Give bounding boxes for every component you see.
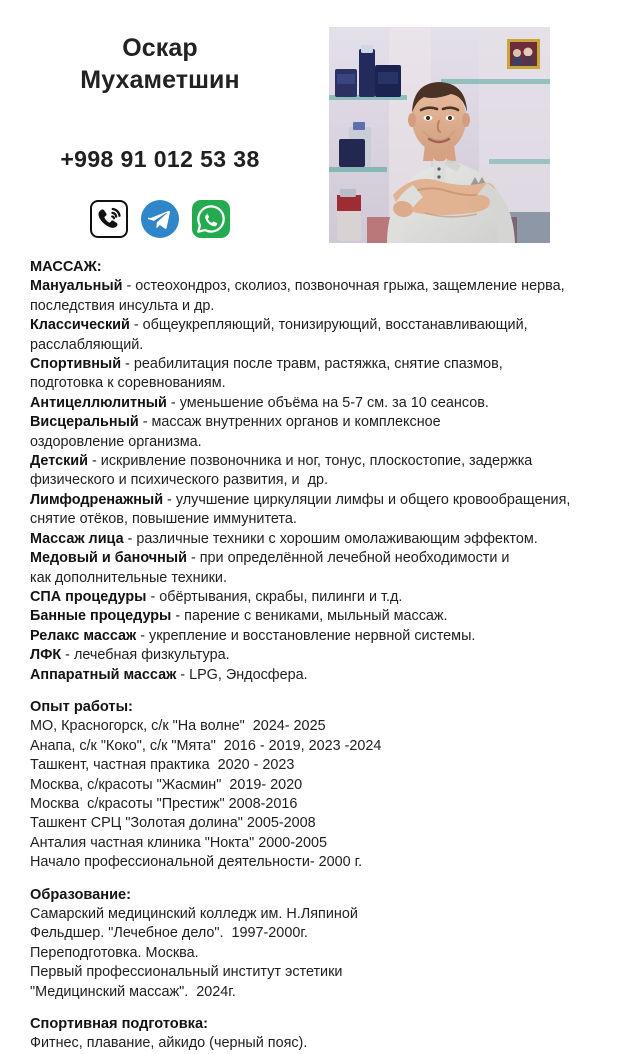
service-item <box>30 588 610 607</box>
service-description-continued: как дополнительные техники. <box>30 569 227 586</box>
service-description-continued: физического и психического развития, и др. <box>30 472 328 489</box>
education-heading: Образование: <box>30 886 132 903</box>
service-description-continued: снятие отёков, повышение иммунитета. <box>30 511 297 528</box>
experience-item: Москва с/красоты "Престиж" 2008-2016 <box>30 795 298 812</box>
first-name: Оскар <box>122 34 198 62</box>
page-title <box>0 32 320 96</box>
service-item <box>30 277 610 296</box>
service-description: - массаж внутренних органов и комплексное <box>138 414 441 431</box>
service-description: - уменьшение объёма на 5-7 см. за 10 сеансов. <box>166 394 489 411</box>
service-item <box>30 666 610 685</box>
service-term: Детский <box>30 453 88 470</box>
service-term: Мануальный <box>30 278 123 295</box>
service-item <box>30 355 610 374</box>
service-description-continued: последствия инсульта и др. <box>30 297 215 314</box>
sports-item: Фитнес, плавание, айкидо (черный пояс). <box>30 1035 308 1052</box>
service-item <box>30 530 610 549</box>
sports-heading: Спортивная подготовка: <box>30 1016 208 1033</box>
spacer <box>30 685 610 698</box>
education-item: "Медицинский массаж". 2024г. <box>30 983 236 1000</box>
service-term: Антицеллюлитный <box>30 394 167 411</box>
header <box>0 0 627 256</box>
service-description: - при определённой лечебной необходимости и <box>186 550 510 567</box>
service-term: Висцеральный <box>30 414 139 431</box>
experience-item: Ташкент, частная практика 2020 - 2023 <box>30 757 295 774</box>
spacer <box>30 1002 610 1015</box>
phone-number[interactable]: +998 91 012 53 38 <box>60 146 260 172</box>
service-description: - LPG, Эндосфера. <box>176 666 308 683</box>
service-term: Банные процедуры <box>30 608 172 625</box>
experience-section <box>30 698 610 873</box>
education-item: Первый профессиональный институт эстетики <box>30 964 343 981</box>
education-item: Самарский медицинский колледж им. Н.Ляпиной <box>30 906 358 922</box>
experience-item: Начало профессиональной деятельности- 2000 г. <box>30 854 363 871</box>
experience-item: МО, Красногорск, с/к "На волне" 2024- 2025 <box>30 718 326 735</box>
header-contact-column <box>0 0 320 256</box>
service-item <box>30 491 610 510</box>
experience-item: Анталия частная клиника "Нокта" 2000-2005 <box>30 834 328 851</box>
service-term: Медовый и баночный <box>30 550 187 567</box>
service-description: - парение с вениками, мыльный массаж. <box>171 608 448 625</box>
service-term: Массаж лица <box>30 530 124 547</box>
education-item: Фельдшер. "Лечебное дело". 1997-2000г. <box>30 925 308 942</box>
service-description-continued: расслабляющий. <box>30 336 144 353</box>
service-description: - обёртывания, скрабы, пилинги и т.д. <box>146 588 403 605</box>
service-term: Лимфодренажный <box>30 491 164 508</box>
messenger-links <box>0 200 320 238</box>
services-section <box>30 258 610 685</box>
service-description: - реабилитация после травм, растяжка, снятие спазмов, <box>121 356 503 373</box>
telegram-icon[interactable] <box>141 200 179 238</box>
service-item <box>30 316 610 335</box>
education-section <box>30 886 610 1002</box>
service-description: - укрепление и восстановление нервной системы. <box>136 627 476 644</box>
service-item <box>30 452 610 471</box>
service-term: Аппаратный массаж <box>30 666 177 683</box>
education-list <box>30 905 610 1002</box>
service-description: - общеукрепляющий, тонизирующий, восстанавливающий, <box>129 317 528 334</box>
service-description: - искривление позвоночника и ног, тонус, плоскостопие, задержка <box>88 453 533 470</box>
viber-icon[interactable] <box>90 200 128 238</box>
experience-item: Ташкент СРЦ "Золотая долина" 2005-2008 <box>30 815 316 832</box>
service-item <box>30 394 610 413</box>
service-term: Классический <box>30 317 130 334</box>
profile-photo <box>329 27 550 243</box>
sports-list <box>30 1034 610 1053</box>
experience-heading: Опыт работы: <box>30 698 133 715</box>
services-list <box>30 277 610 685</box>
whatsapp-icon[interactable] <box>192 200 230 238</box>
experience-item: Москва, с/красоты "Жасмин" 2019- 2020 <box>30 776 303 793</box>
services-heading: МАССАЖ: <box>30 259 102 275</box>
service-term: Спортивный <box>30 356 122 373</box>
experience-item: Анапа, с/к "Коко", с/к "Мята" 2016 - 2019, 2023 -2024 <box>30 737 382 754</box>
service-item <box>30 646 610 665</box>
service-term: СПА процедуры <box>30 588 147 605</box>
service-description-continued: подготовка к соревнованиям. <box>30 375 226 392</box>
service-description: - лечебная физкультура. <box>61 647 230 664</box>
sports-section <box>30 1015 610 1054</box>
last-name: Мухаметшин <box>80 66 240 94</box>
service-term: ЛФК <box>30 647 62 664</box>
service-item <box>30 413 610 432</box>
service-description: - улучшение циркуляции лимфы и общего кровообращения, <box>163 491 571 508</box>
service-description: - остеохондроз, сколиоз, позвоночная грыжа, защемление нерва, <box>122 278 565 295</box>
service-item <box>30 607 610 626</box>
education-item: Переподготовка. Москва. <box>30 944 199 961</box>
service-term: Релакс массаж <box>30 627 137 644</box>
service-item <box>30 549 610 568</box>
service-item <box>30 627 610 646</box>
spacer <box>30 873 610 886</box>
service-description-continued: оздоровление организма. <box>30 433 202 450</box>
resume-body <box>30 258 610 1054</box>
service-description: - различные техники с хорошим омолаживающим эффектом. <box>123 530 538 547</box>
experience-list <box>30 717 610 872</box>
